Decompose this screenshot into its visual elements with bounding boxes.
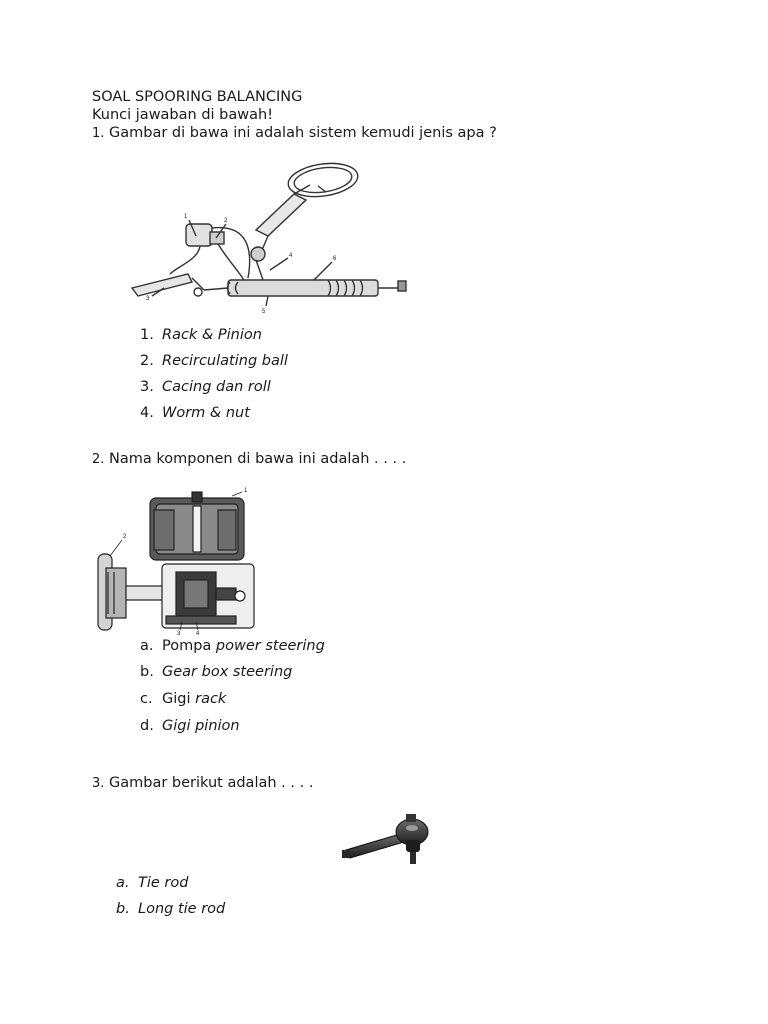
option-text-italic: rack [195, 691, 227, 707]
reservoir-shape [186, 224, 212, 246]
document-subtitle: Kunci jawaban di bawah! [92, 107, 274, 123]
steering-wheel-shape [286, 159, 360, 200]
question-2 [92, 450, 406, 469]
q1-option-4 [140, 404, 250, 422]
option-marker: 3. [140, 379, 154, 395]
steering-system-figure [118, 150, 428, 320]
option-text-plain: Pompa [162, 638, 216, 654]
option-marker: b. [116, 901, 130, 917]
steering-column-shape [256, 194, 306, 236]
option-text-italic: power steering [215, 638, 325, 654]
figure-label-3: 3 [177, 631, 181, 636]
question-text: Nama komponen di bawa ini adalah . . . . [109, 451, 407, 467]
option-marker: b. [140, 664, 154, 680]
question-number: 3. [92, 776, 105, 791]
q2-option-c [140, 690, 226, 708]
q2-option-b [140, 663, 292, 681]
option-text-plain: Gigi [162, 691, 196, 707]
option-marker: 2. [140, 353, 154, 369]
q2-option-d [140, 717, 240, 735]
figure-label-5: 5 [262, 309, 266, 315]
option-marker: a. [140, 638, 154, 654]
tie-rod-end-photo [340, 810, 440, 870]
option-text: Tie rod [138, 875, 189, 891]
question-1 [92, 124, 497, 143]
figure-label-1: 1 [244, 488, 248, 494]
q1-option-2 [140, 352, 288, 370]
option-text: Rack & Pinion [162, 327, 262, 343]
power-steering-pump-figure [92, 484, 262, 636]
option-text: Worm & nut [162, 405, 250, 421]
rack-housing-shape [228, 280, 378, 296]
figure-label-3: 3 [146, 296, 150, 302]
q1-option-1 [140, 326, 262, 344]
option-text-italic: Gigi pinion [162, 718, 240, 734]
q1-option-3 [140, 378, 271, 396]
question-text: Gambar di bawa ini adalah sistem kemudi jenis apa ? [109, 125, 497, 141]
q3-option-b [116, 900, 225, 918]
option-text: Recirculating ball [162, 353, 288, 369]
figure-label-2: 2 [123, 534, 127, 540]
document-title: SOAL SPOORING BALANCING [92, 89, 303, 105]
option-text-italic: Gear box steering [162, 664, 293, 680]
figure-label-2: 2 [224, 218, 228, 224]
figure-label-1: 1 [184, 214, 188, 220]
figure-label-6: 6 [333, 256, 337, 262]
question-text: Gambar berikut adalah . . . . [109, 775, 314, 791]
option-marker: c. [140, 691, 153, 707]
figure-label-4: 4 [196, 631, 200, 636]
question-3 [92, 774, 313, 793]
option-text: Long tie rod [138, 901, 226, 917]
option-marker: 4. [140, 405, 154, 421]
figure-label-4: 4 [289, 253, 293, 259]
option-marker: d. [140, 718, 154, 734]
q3-option-a [116, 874, 188, 892]
option-marker: 1. [140, 327, 154, 343]
question-number: 2. [92, 452, 105, 467]
option-marker: a. [116, 875, 130, 891]
option-text: Cacing dan roll [162, 379, 271, 395]
question-number: 1. [92, 126, 105, 141]
q2-option-a [140, 637, 325, 655]
